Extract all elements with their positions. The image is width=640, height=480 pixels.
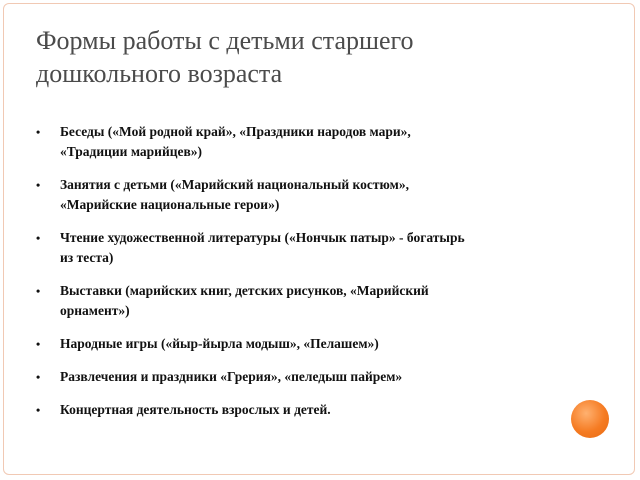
- bullet-item: [36, 122, 576, 162]
- bullet-icon: •: [36, 231, 41, 245]
- bullet-item: [36, 400, 576, 420]
- bullet-icon: •: [36, 403, 41, 417]
- decorative-orb-icon: [571, 400, 609, 438]
- bullet-item: [36, 334, 576, 354]
- bullet-text: Чтение художественной литературы («Нончык патыр» - богатырь из теста): [60, 230, 465, 265]
- bullet-icon: •: [36, 125, 41, 139]
- slide-title: Формы работы с детьми старшего дошкольного возраста: [36, 26, 414, 88]
- bullet-text: Занятия с детьми («Марийский национальный костюм», «Марийские национальные герои»): [60, 177, 409, 212]
- bullet-text: Развлечения и праздники «Грерия», «пеледыш пайрем»: [60, 369, 403, 384]
- bullet-text: Беседы («Мой родной край», «Праздники народов мари», «Традиции марийцев»): [60, 124, 411, 159]
- bullet-list: [36, 122, 576, 433]
- bullet-icon: •: [36, 337, 41, 351]
- bullet-item: [36, 367, 576, 387]
- bullet-item: [36, 175, 576, 215]
- bullet-item: [36, 228, 576, 268]
- bullet-text: Выставки (марийских книг, детских рисунков, «Марийский орнамент»): [60, 283, 429, 318]
- bullet-item: [36, 281, 576, 321]
- bullet-text: Концертная деятельность взрослых и детей.: [60, 402, 331, 417]
- bullet-icon: •: [36, 178, 41, 192]
- bullet-icon: •: [36, 370, 41, 384]
- bullet-icon: •: [36, 284, 41, 298]
- bullet-text: Народные игры («йыр-йырла модыш», «Пелашем»): [60, 336, 379, 351]
